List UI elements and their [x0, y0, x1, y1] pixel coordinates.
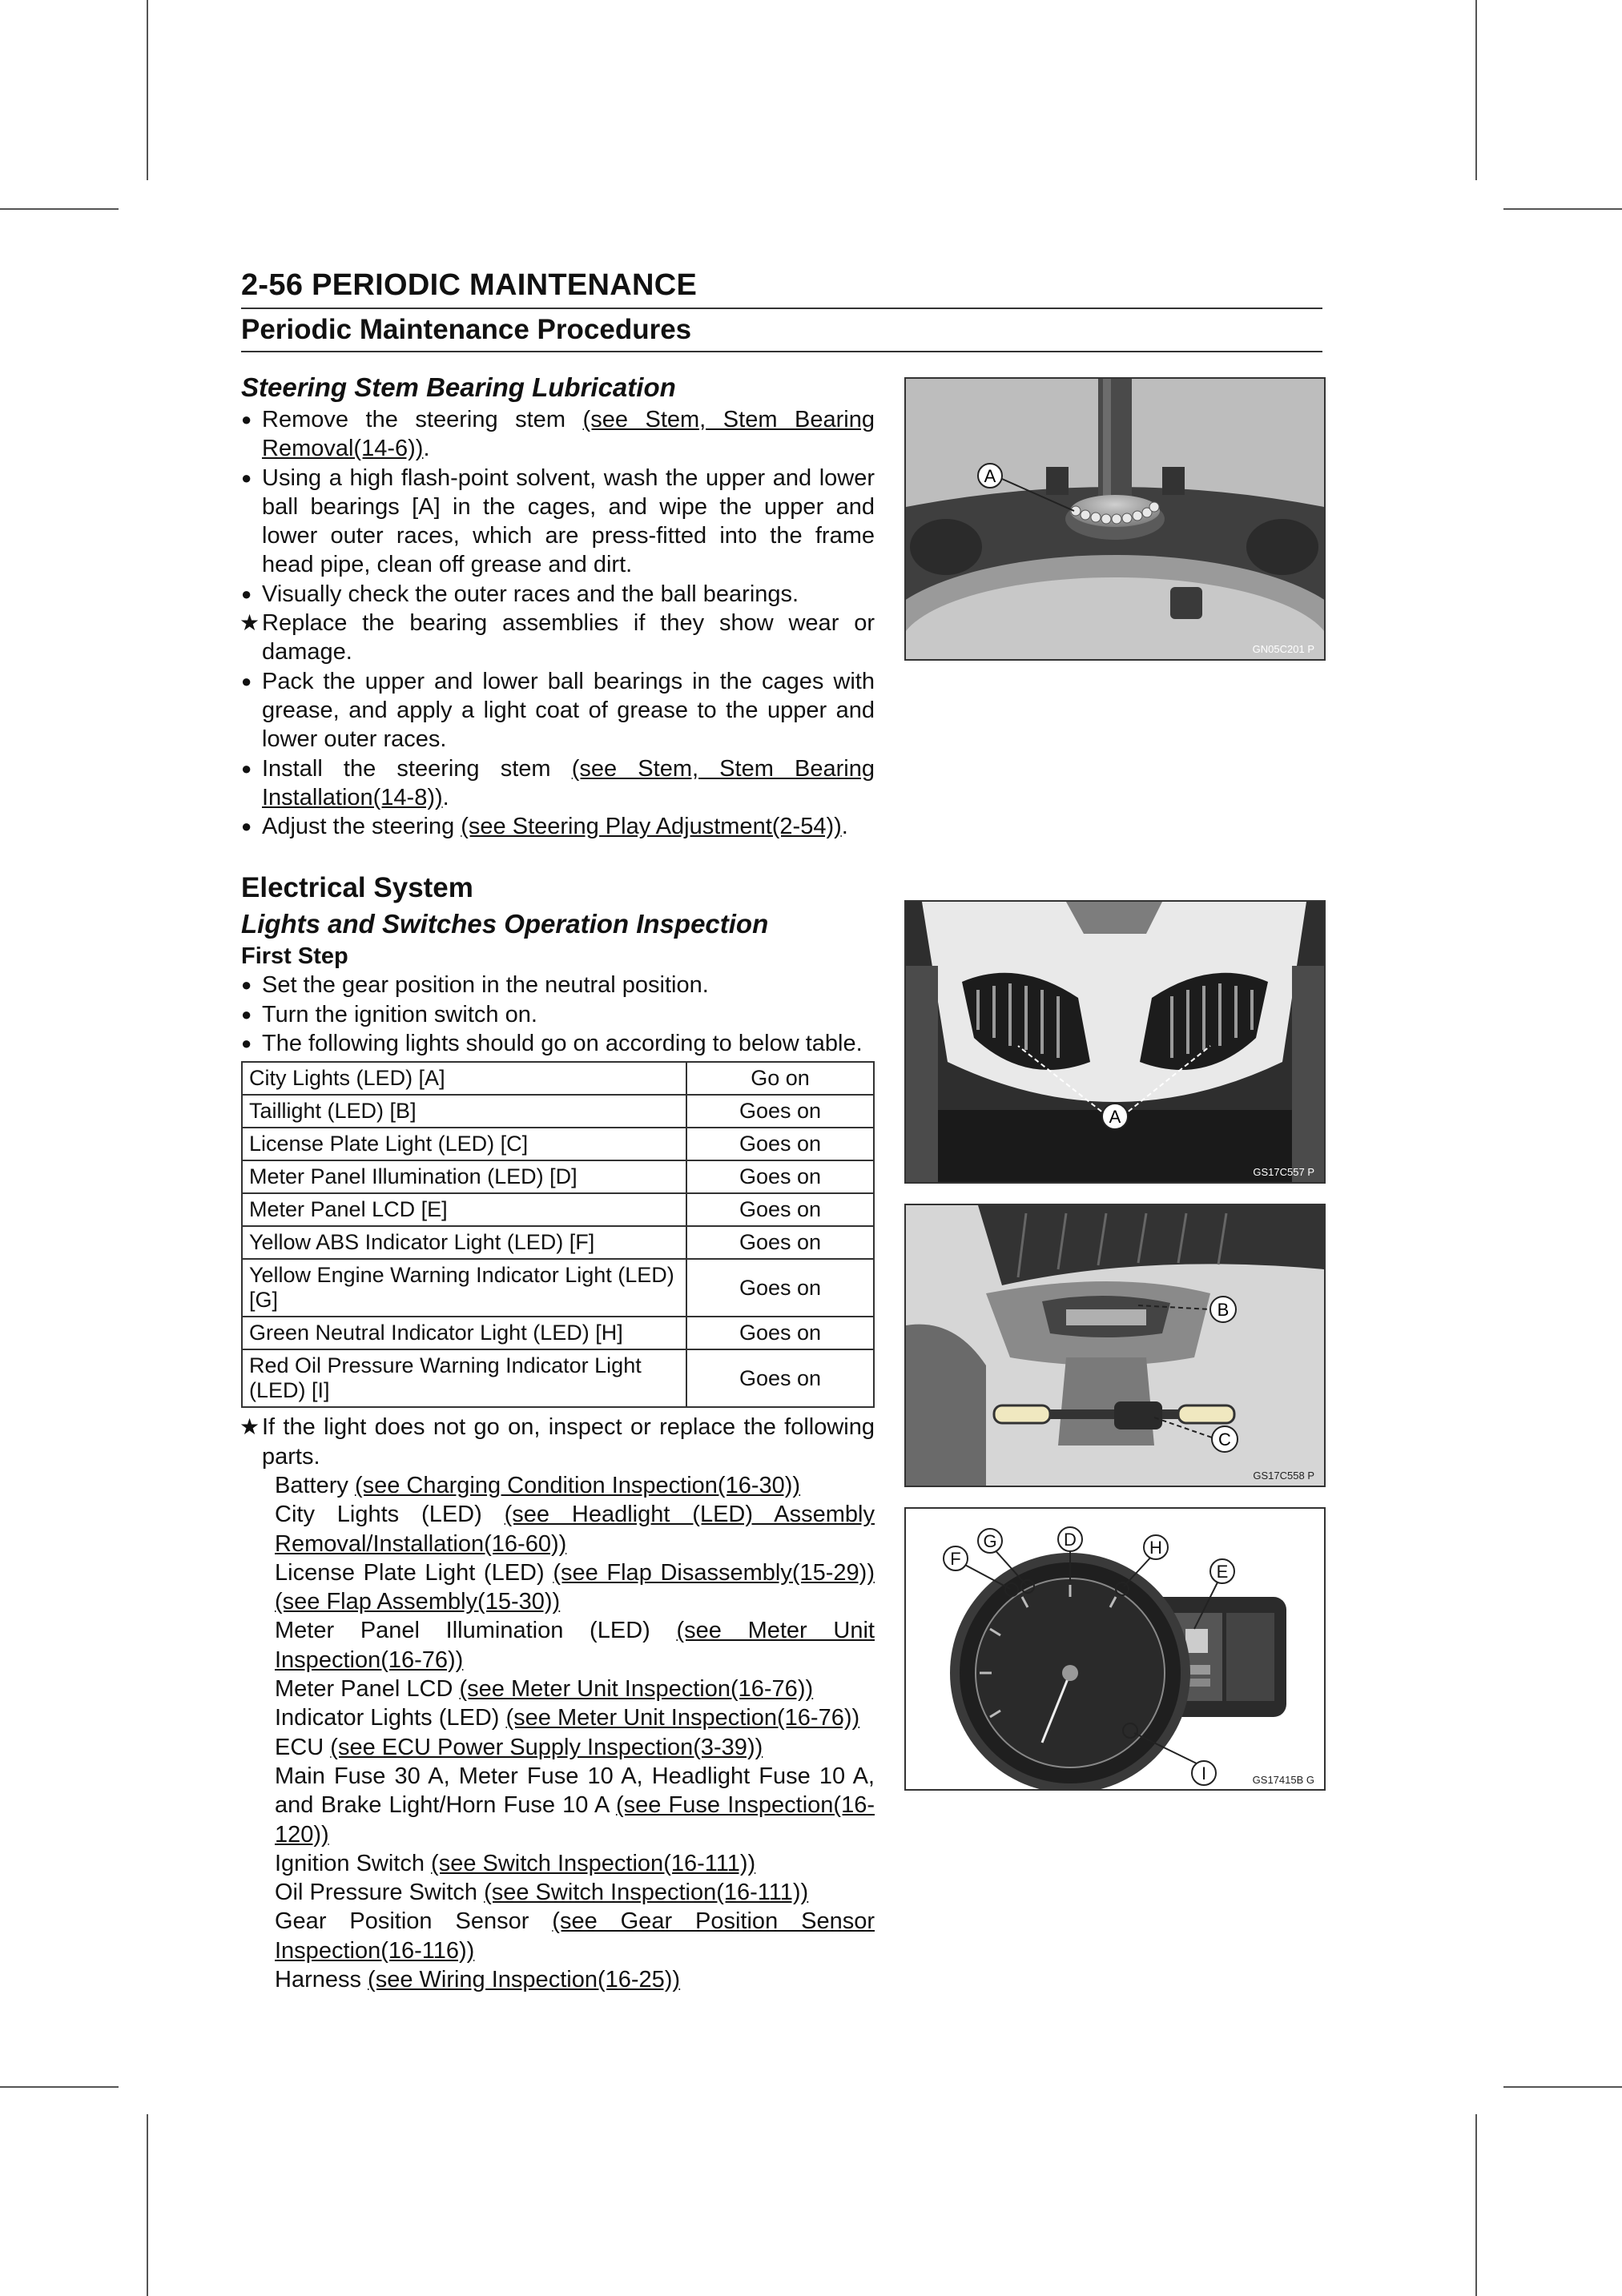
item-text: . [423, 436, 430, 462]
cross-reference-link[interactable]: (see Fuse Inspection(16-120)) [275, 1792, 875, 1848]
part-name: Meter Panel Illumination (LED) [275, 1618, 677, 1644]
steering-list [241, 405, 875, 841]
crop-mark [0, 2086, 119, 2088]
bullet-icon: ● [241, 975, 252, 995]
part-item [241, 1500, 875, 1558]
bullet-icon: ● [241, 409, 252, 429]
light-name-cell: Red Oil Pressure Warning Indicator Light (LED) [I] [242, 1349, 686, 1407]
meter-panel-drawing [904, 1507, 1326, 1791]
crop-mark [0, 208, 119, 210]
item-text: The following lights should go on according to below table. [262, 1031, 863, 1057]
item-text: Using a high flash-point solvent, wash the upper and lower ball bearings [A] in the cages, and wipe the upper and lower outer races, which are press-fitted into the frame head pipe, clean off grease and dirt. [262, 464, 875, 578]
cross-reference-link[interactable]: (see Gear Position Sensor Inspection(16-116)) [275, 1908, 875, 1964]
list-item [241, 971, 875, 999]
cross-reference-link[interactable]: (see Flap Disassembly(15-29)) (see Flap Assembly(15-30)) [275, 1559, 875, 1615]
cross-reference-link[interactable]: (see Wiring Inspection(16-25)) [368, 1966, 681, 1992]
item-text: . [442, 784, 449, 810]
note-text: If the light does not go on, inspect or replace the following parts. [262, 1414, 875, 1470]
bullet-icon: ● [241, 758, 252, 778]
cross-reference-link[interactable]: (see Meter Unit Inspection(16-76)) [275, 1618, 875, 1673]
bullet-icon: ● [241, 670, 252, 691]
table-row [242, 1259, 874, 1317]
section-title: Periodic Maintenance Procedures [241, 314, 692, 345]
table-row [242, 1226, 874, 1259]
part-item [241, 1703, 875, 1732]
first-step-label: First Step [241, 943, 348, 970]
bullet-icon: ● [241, 583, 252, 604]
figure-code: GN05C201 P [1252, 643, 1314, 655]
cross-reference-link[interactable]: (see Switch Inspection(16-111)) [431, 1850, 756, 1876]
header-rule [241, 351, 1322, 352]
bullet-icon: ● [241, 1003, 252, 1024]
list-item [241, 1029, 875, 1058]
callout-label: B [1217, 1300, 1230, 1320]
figure-code: GS17C558 P [1253, 1470, 1314, 1482]
list-item [241, 812, 875, 841]
item-text: Adjust the steering [262, 814, 461, 840]
part-name: Oil Pressure Switch [275, 1880, 485, 1906]
headlight-photo [904, 900, 1326, 1184]
item-text: . [841, 814, 848, 840]
light-status-cell: Goes on [686, 1317, 874, 1349]
taillight-photo [904, 1204, 1326, 1487]
table-row [242, 1160, 874, 1193]
cross-reference-link[interactable]: (see Meter Unit Inspection(16-76)) [459, 1676, 814, 1703]
cross-reference-link[interactable]: (see Stem, Stem Bearing Installation(14-8)) [262, 755, 875, 810]
part-name: Ignition Switch [275, 1850, 432, 1876]
list-item [241, 580, 875, 609]
callout-label: E [1216, 1562, 1229, 1582]
part-item [241, 1965, 875, 1994]
star-icon: ★ [239, 1414, 260, 1440]
crop-mark [147, 0, 148, 180]
part-name: Battery [275, 1472, 355, 1498]
light-status-cell: Goes on [686, 1259, 874, 1317]
list-item [241, 464, 875, 580]
part-item [241, 1907, 875, 1965]
bullet-icon: ● [241, 816, 252, 837]
item-text: Visually check the outer races and the ball bearings. [262, 581, 799, 607]
star-icon: ★ [239, 610, 260, 636]
cross-reference-link[interactable]: (see Charging Condition Inspection(16-30)) [354, 1472, 801, 1498]
crop-mark [1503, 208, 1622, 210]
part-item [241, 1762, 875, 1849]
part-name: City Lights (LED) [275, 1502, 505, 1528]
table-row [242, 1193, 874, 1226]
light-status-cell: Goes on [686, 1128, 874, 1160]
item-text: Pack the upper and lower ball bearings in the cages with grease, and apply a light coat of grease to the upper and lower outer races. [262, 668, 875, 753]
callout-label: A [1109, 1107, 1121, 1127]
part-item [241, 1675, 875, 1703]
figure-code: GS17C557 P [1253, 1166, 1314, 1178]
item-text: Replace the bearing assemblies if they show wear or damage. [262, 610, 875, 665]
part-item [241, 1878, 875, 1907]
steering-bearing-photo [904, 377, 1326, 661]
light-status-cell: Go on [686, 1062, 874, 1095]
lights-heading: Lights and Switches Operation Inspection [241, 909, 769, 939]
list-item [241, 1413, 875, 1471]
cross-reference-link[interactable]: (see Headlight (LED) Assembly Removal/Installation(16-60)) [275, 1502, 875, 1557]
cross-reference-link[interactable]: (see Steering Play Adjustment(2-54)) [461, 814, 842, 840]
list-item [241, 405, 875, 464]
table-row [242, 1349, 874, 1407]
list-item [241, 754, 875, 813]
crop-mark [1475, 2114, 1477, 2296]
light-status-cell: Goes on [686, 1349, 874, 1407]
part-name: Harness [275, 1966, 368, 1992]
callout-label: F [950, 1549, 961, 1569]
list-item [241, 1000, 875, 1029]
parts-list [241, 1471, 875, 1994]
lights-table [241, 1061, 875, 1408]
part-item [241, 1616, 875, 1675]
callout-label: C [1218, 1429, 1231, 1450]
part-item [241, 1849, 875, 1878]
part-item [241, 1558, 875, 1617]
cross-reference-link[interactable]: (see Switch Inspection(16-111)) [484, 1880, 809, 1906]
crop-mark [1475, 0, 1477, 180]
light-name-cell: Meter Panel Illumination (LED) [D] [242, 1160, 686, 1193]
item-text: Install the steering stem [262, 755, 572, 782]
electrical-list [241, 971, 875, 1058]
light-status-cell: Goes on [686, 1095, 874, 1128]
electrical-heading: Electrical System [241, 872, 473, 904]
table-row [242, 1128, 874, 1160]
callout-label: I [1201, 1763, 1207, 1783]
figure-code: GS17415B G [1252, 1774, 1314, 1786]
text-column [241, 370, 875, 1994]
light-status-cell: Goes on [686, 1160, 874, 1193]
table-row [242, 1062, 874, 1095]
callout-label: D [1064, 1530, 1077, 1550]
light-status-cell: Goes on [686, 1226, 874, 1259]
bullet-icon: ● [241, 467, 252, 488]
item-text: Turn the ignition switch on. [262, 1001, 537, 1027]
light-name-cell: City Lights (LED) [A] [242, 1062, 686, 1095]
page-header [241, 266, 1322, 352]
item-text: Remove the steering stem [262, 407, 583, 432]
bullet-icon: ● [241, 1033, 252, 1054]
callout-label: G [983, 1531, 997, 1551]
table-row [242, 1317, 874, 1349]
table-row [242, 1095, 874, 1128]
part-item [241, 1471, 875, 1500]
light-name-cell: Green Neutral Indicator Light (LED) [H] [242, 1317, 686, 1349]
light-name-cell: Yellow Engine Warning Indicator Light (LED) [G] [242, 1259, 686, 1317]
light-status-cell: Goes on [686, 1193, 874, 1226]
callout-label: A [984, 466, 996, 486]
part-item [241, 1733, 875, 1762]
cross-reference-link[interactable]: (see Meter Unit Inspection(16-76)) [505, 1705, 860, 1731]
crop-mark [147, 2114, 148, 2296]
crop-mark [1503, 2086, 1622, 2088]
steering-heading: Steering Stem Bearing Lubrication [241, 372, 676, 402]
part-name: License Plate Light (LED) [275, 1559, 553, 1586]
list-item [241, 609, 875, 667]
part-name: Meter Panel LCD [275, 1676, 460, 1703]
light-name-cell: Taillight (LED) [B] [242, 1095, 686, 1128]
cross-reference-link[interactable]: (see ECU Power Supply Inspection(3-39)) [330, 1734, 763, 1760]
list-item [241, 667, 875, 754]
part-name: Main Fuse 30 A, Meter Fuse 10 A, Headlight Fuse 10 A, and Brake Light/Horn Fuse 10 A [275, 1763, 875, 1819]
light-name-cell: Yellow ABS Indicator Light (LED) [F] [242, 1226, 686, 1259]
part-name: ECU [275, 1734, 331, 1760]
item-text: Set the gear position in the neutral position. [262, 972, 709, 999]
part-name: Indicator Lights (LED) [275, 1705, 506, 1731]
light-name-cell: License Plate Light (LED) [C] [242, 1128, 686, 1160]
callout-label: H [1149, 1538, 1162, 1558]
page-title: 2-56 PERIODIC MAINTENANCE [241, 268, 698, 302]
part-name: Gear Position Sensor [275, 1908, 553, 1935]
light-name-cell: Meter Panel LCD [E] [242, 1193, 686, 1226]
cross-reference-link[interactable]: (see Stem, Stem Bearing Removal(14-6)) [262, 407, 875, 462]
